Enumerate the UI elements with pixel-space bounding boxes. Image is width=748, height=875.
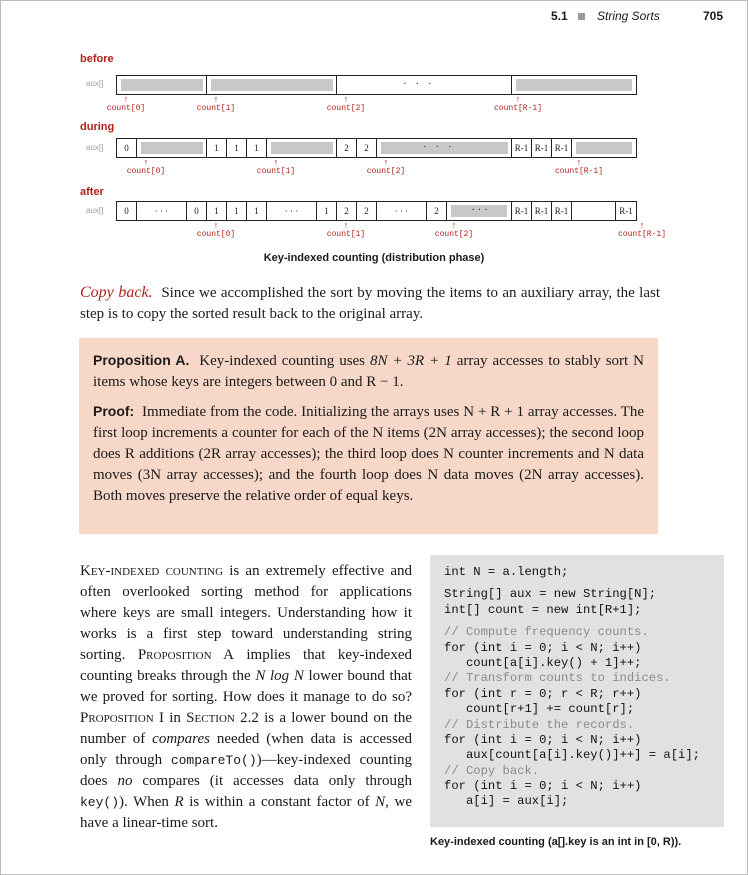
code-line: for (int i = 0; i < N; i++) — [444, 732, 642, 747]
array-cell: R-1 — [512, 202, 532, 220]
code-line — [444, 580, 700, 587]
code-line: count[r+1] += count[r]; — [444, 702, 635, 717]
array-cell: R-1 — [512, 139, 532, 157]
discussion-paragraph: Key-indexed counting is an extremely effective and often overlooked sorting method for applications where keys are small integers. Understanding how it works is a first step toward understanding string sorting. Proposition A implies that key-indexed counting breaks through the N log N lower bound that we proved for sorting. How does it manage to do so? Proposition I in Section 2.2 is a lower bound on the number of compares needed (when data is accessed only through compareTo())—key-indexed counting does no compares (it accesses data only through key()). When R is within a constant factor of N, we have a linear-time sort. — [80, 563, 413, 831]
array-cell: 2 — [357, 202, 377, 220]
copy-back-heading: Copy back. — [80, 284, 153, 301]
array-cell: 1 — [317, 202, 337, 220]
array-cell: · · · — [377, 139, 512, 157]
array-segment — [207, 76, 337, 94]
array-segment — [512, 76, 636, 94]
pointer-count-0: ↑ count[0] — [196, 221, 236, 239]
aux-label-after: aux[] — [86, 206, 104, 215]
array-cell: 1 — [207, 139, 227, 157]
array-cell — [137, 139, 207, 157]
code-line: count[a[i].key() + 1]++; — [444, 655, 642, 670]
array-cell: R-1 — [532, 202, 552, 220]
array-cell: 2 — [337, 202, 357, 220]
aux-array-during — [116, 138, 637, 158]
code-line: String[] aux = new String[N]; — [444, 587, 657, 602]
array-cell — [267, 139, 337, 157]
code-line: for (int r = 0; r < R; r++) — [444, 686, 642, 701]
array-cell: · · · — [137, 202, 187, 220]
array-cell: 0 — [117, 139, 137, 157]
array-cell: 1 — [207, 202, 227, 220]
after-label: after — [80, 186, 104, 198]
array-cell: 0 — [187, 202, 207, 220]
aux-label-before: aux[] — [86, 79, 104, 88]
code-comment: // Compute frequency counts. — [444, 625, 649, 640]
array-cell: 2 — [337, 139, 357, 157]
array-cell: 2 — [427, 202, 447, 220]
header-square-icon — [578, 13, 585, 20]
before-label: before — [80, 53, 114, 65]
array-cell: R-1 — [552, 139, 572, 157]
pointer-count-r-1: ↑ count[R-1] — [617, 221, 666, 239]
array-cell: · · · — [267, 202, 317, 220]
array-cell: R-1 — [552, 202, 572, 220]
code-line: for (int i = 0; i < N; i++) — [444, 640, 642, 655]
proposition-box — [79, 338, 658, 534]
during-label: during — [80, 121, 115, 133]
array-cell: 1 — [247, 202, 267, 220]
code-listing — [430, 555, 724, 827]
code-line: a[i] = aux[i]; — [444, 794, 569, 809]
aux-label-during: aux[] — [86, 143, 104, 152]
code-line: int N = a.length; — [444, 565, 569, 579]
proof-heading: Proof: — [93, 403, 135, 419]
pointer-count-2: ↑ count[2] — [434, 221, 474, 239]
array-cell: 1 — [247, 139, 267, 157]
code-line: int[] count = new int[R+1]; — [444, 602, 642, 617]
aux-array-before — [116, 75, 637, 95]
pointer-count-1: ↑ count[1] — [196, 95, 236, 113]
proof-paragraph: Proof: Immediate from the code. Initializing the arrays uses N + R + 1 array accesses. The first loop increments a counter for each of the N items (2N array accesses); the second loop does R additions (2R array accesses); the third loop does N counter increments and N data moves (3N array accesses); and the fourth loop does N data moves (2N array accesses). Both moves preserve the relative order of equal keys. — [93, 403, 645, 504]
running-title: String Sorts — [597, 9, 660, 23]
array-segment — [117, 76, 207, 94]
array-cell: R-1 — [532, 139, 552, 157]
array-segment: · · · — [337, 76, 512, 94]
code-comment: // Distribute the records. — [444, 717, 635, 732]
array-cell: R-1 — [619, 206, 633, 216]
code-comment: // Transform counts to indices. — [444, 671, 671, 686]
code-caption: Key-indexed counting (a[].key is an int in [0, R)). — [430, 836, 682, 848]
code-line: for (int i = 0; i < N; i++) — [444, 779, 642, 794]
section-2-2-link[interactable]: Section 2.2 — [186, 710, 259, 726]
array-cell — [572, 202, 616, 220]
array-cell: · · · — [447, 202, 512, 220]
aux-array-after — [116, 201, 637, 221]
pointer-count-2: ↑ count[2] — [366, 158, 406, 176]
pointer-count-0: ↑ count[0] — [126, 158, 166, 176]
proposition-i-link[interactable]: Proposition I — [80, 710, 164, 726]
pointer-count-r-1: ↑ count[R-1] — [493, 95, 542, 113]
page-number: 705 — [703, 9, 724, 23]
copy-back-text: Since we accomplished the sort by moving the items to an auxiliary array, the last step is to copy the sorted result back to the original array. — [80, 285, 660, 322]
array-cell: · · · — [377, 202, 427, 220]
proposition-a-link[interactable]: Proposition A — [137, 647, 234, 663]
array-cell: 2 — [357, 139, 377, 157]
array-cell: 1 — [227, 202, 247, 220]
array-cell: 1 — [227, 139, 247, 157]
array-cell — [572, 139, 636, 157]
pointer-count-0: ↑ count[0] — [106, 95, 146, 113]
copy-back-paragraph — [80, 282, 660, 325]
code-text — [444, 565, 700, 810]
section-number: 5.1 — [551, 9, 568, 23]
figure-caption: Key-indexed counting (distribution phase) — [263, 252, 485, 264]
proposition-heading: Proposition A. — [93, 352, 190, 368]
code-line: aux[count[a[i].key()]++] = a[i]; — [444, 748, 700, 763]
array-cell: 0 — [117, 202, 137, 220]
pointer-count-r-1: ↑ count[R-1] — [554, 158, 603, 176]
pointer-count-1: ↑ count[1] — [256, 158, 296, 176]
code-comment: // Copy back. — [444, 763, 540, 778]
pointer-count-2: ↑ count[2] — [326, 95, 366, 113]
pointer-count-1: ↑ count[1] — [326, 221, 366, 239]
code-line — [444, 618, 700, 625]
proposition-statement: Proposition A. Key-indexed counting uses 8N + 3R + 1 array accesses to stably sort N items whose keys are integers between 0 and R − 1. — [93, 352, 645, 390]
